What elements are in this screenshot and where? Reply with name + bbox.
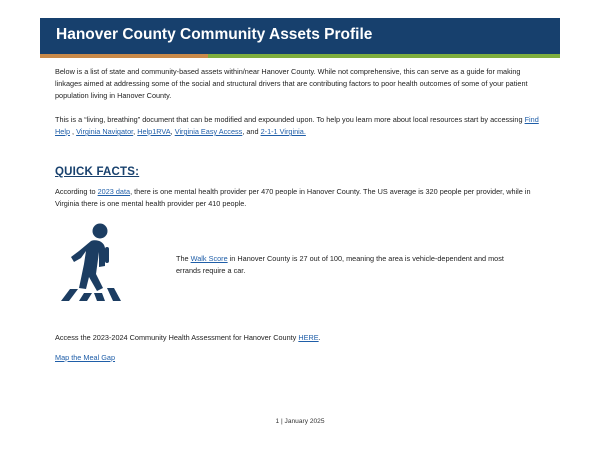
quick-facts-heading: QUICK FACTS:: [55, 166, 140, 178]
assessment-text: Access the 2023-2024 Community Health Assessment for Hanover County: [55, 333, 299, 342]
footer-separator: |: [279, 418, 285, 425]
map-the-meal-gap-link[interactable]: Map the Meal Gap: [55, 353, 116, 362]
link-separator: ,: [133, 127, 138, 136]
walk-score-link[interactable]: Walk Score: [190, 254, 228, 263]
page-title: Hanover County Community Assets Profile: [56, 26, 373, 43]
page-number: 1: [275, 418, 280, 425]
assessment-here-link[interactable]: HERE: [298, 333, 319, 342]
header-stripe-orange: [40, 54, 208, 58]
link-separator: , and: [242, 127, 261, 136]
link-separator: ,: [170, 127, 175, 136]
mental-health-prefix: According to: [55, 187, 98, 196]
mental-health-text: , there is one mental health provider per 470 people in Hanover County. The US average is 320 people per provider, while in Virginia there is one mental health provider per 410 people.: [55, 187, 531, 208]
virginia-navigator-link[interactable]: Virginia Navigator: [76, 127, 134, 136]
assessment-paragraph: [55, 332, 545, 344]
virginia-211-link[interactable]: 2-1-1 Virginia.: [260, 127, 306, 136]
page-footer: [0, 418, 600, 425]
meal-gap-paragraph: [55, 352, 545, 364]
walk-score-paragraph: [176, 253, 506, 277]
2023-data-link[interactable]: 2023 data: [97, 187, 131, 196]
help1rva-link[interactable]: Help1RVA: [137, 127, 171, 136]
footer-date: January 2025: [284, 418, 325, 425]
mental-health-paragraph: [55, 186, 545, 210]
resources-paragraph: [55, 114, 545, 138]
find-help-link[interactable]: Find Help: [55, 115, 539, 136]
intro-paragraph: Below is a list of state and community-based assets within/near Hanover County. While not comprehensive, this can serve as a guide for making linkages aimed at addressing some of the social and structural drivers that are contributing factors to poor health outcomes of some of your patient population living in Hanover County.: [55, 67, 528, 100]
walk-score-prefix: The: [176, 254, 191, 263]
pedestrian-crossing-icon: [57, 222, 123, 302]
header-stripe-green: [208, 54, 560, 58]
walk-score-text: in Hanover County is 27 out of 100, meaning the area is vehicle-dependent and most errands require a car.: [176, 254, 504, 275]
assessment-period: .: [318, 333, 321, 342]
page-header: [40, 18, 560, 54]
resources-intro-text: This is a “living, breathing” document that can be modified and expounded upon. To help you learn more about local resources start by accessing: [55, 115, 525, 124]
link-separator: ,: [70, 127, 77, 136]
virginia-easy-access-link[interactable]: Virginia Easy Access: [174, 127, 243, 136]
